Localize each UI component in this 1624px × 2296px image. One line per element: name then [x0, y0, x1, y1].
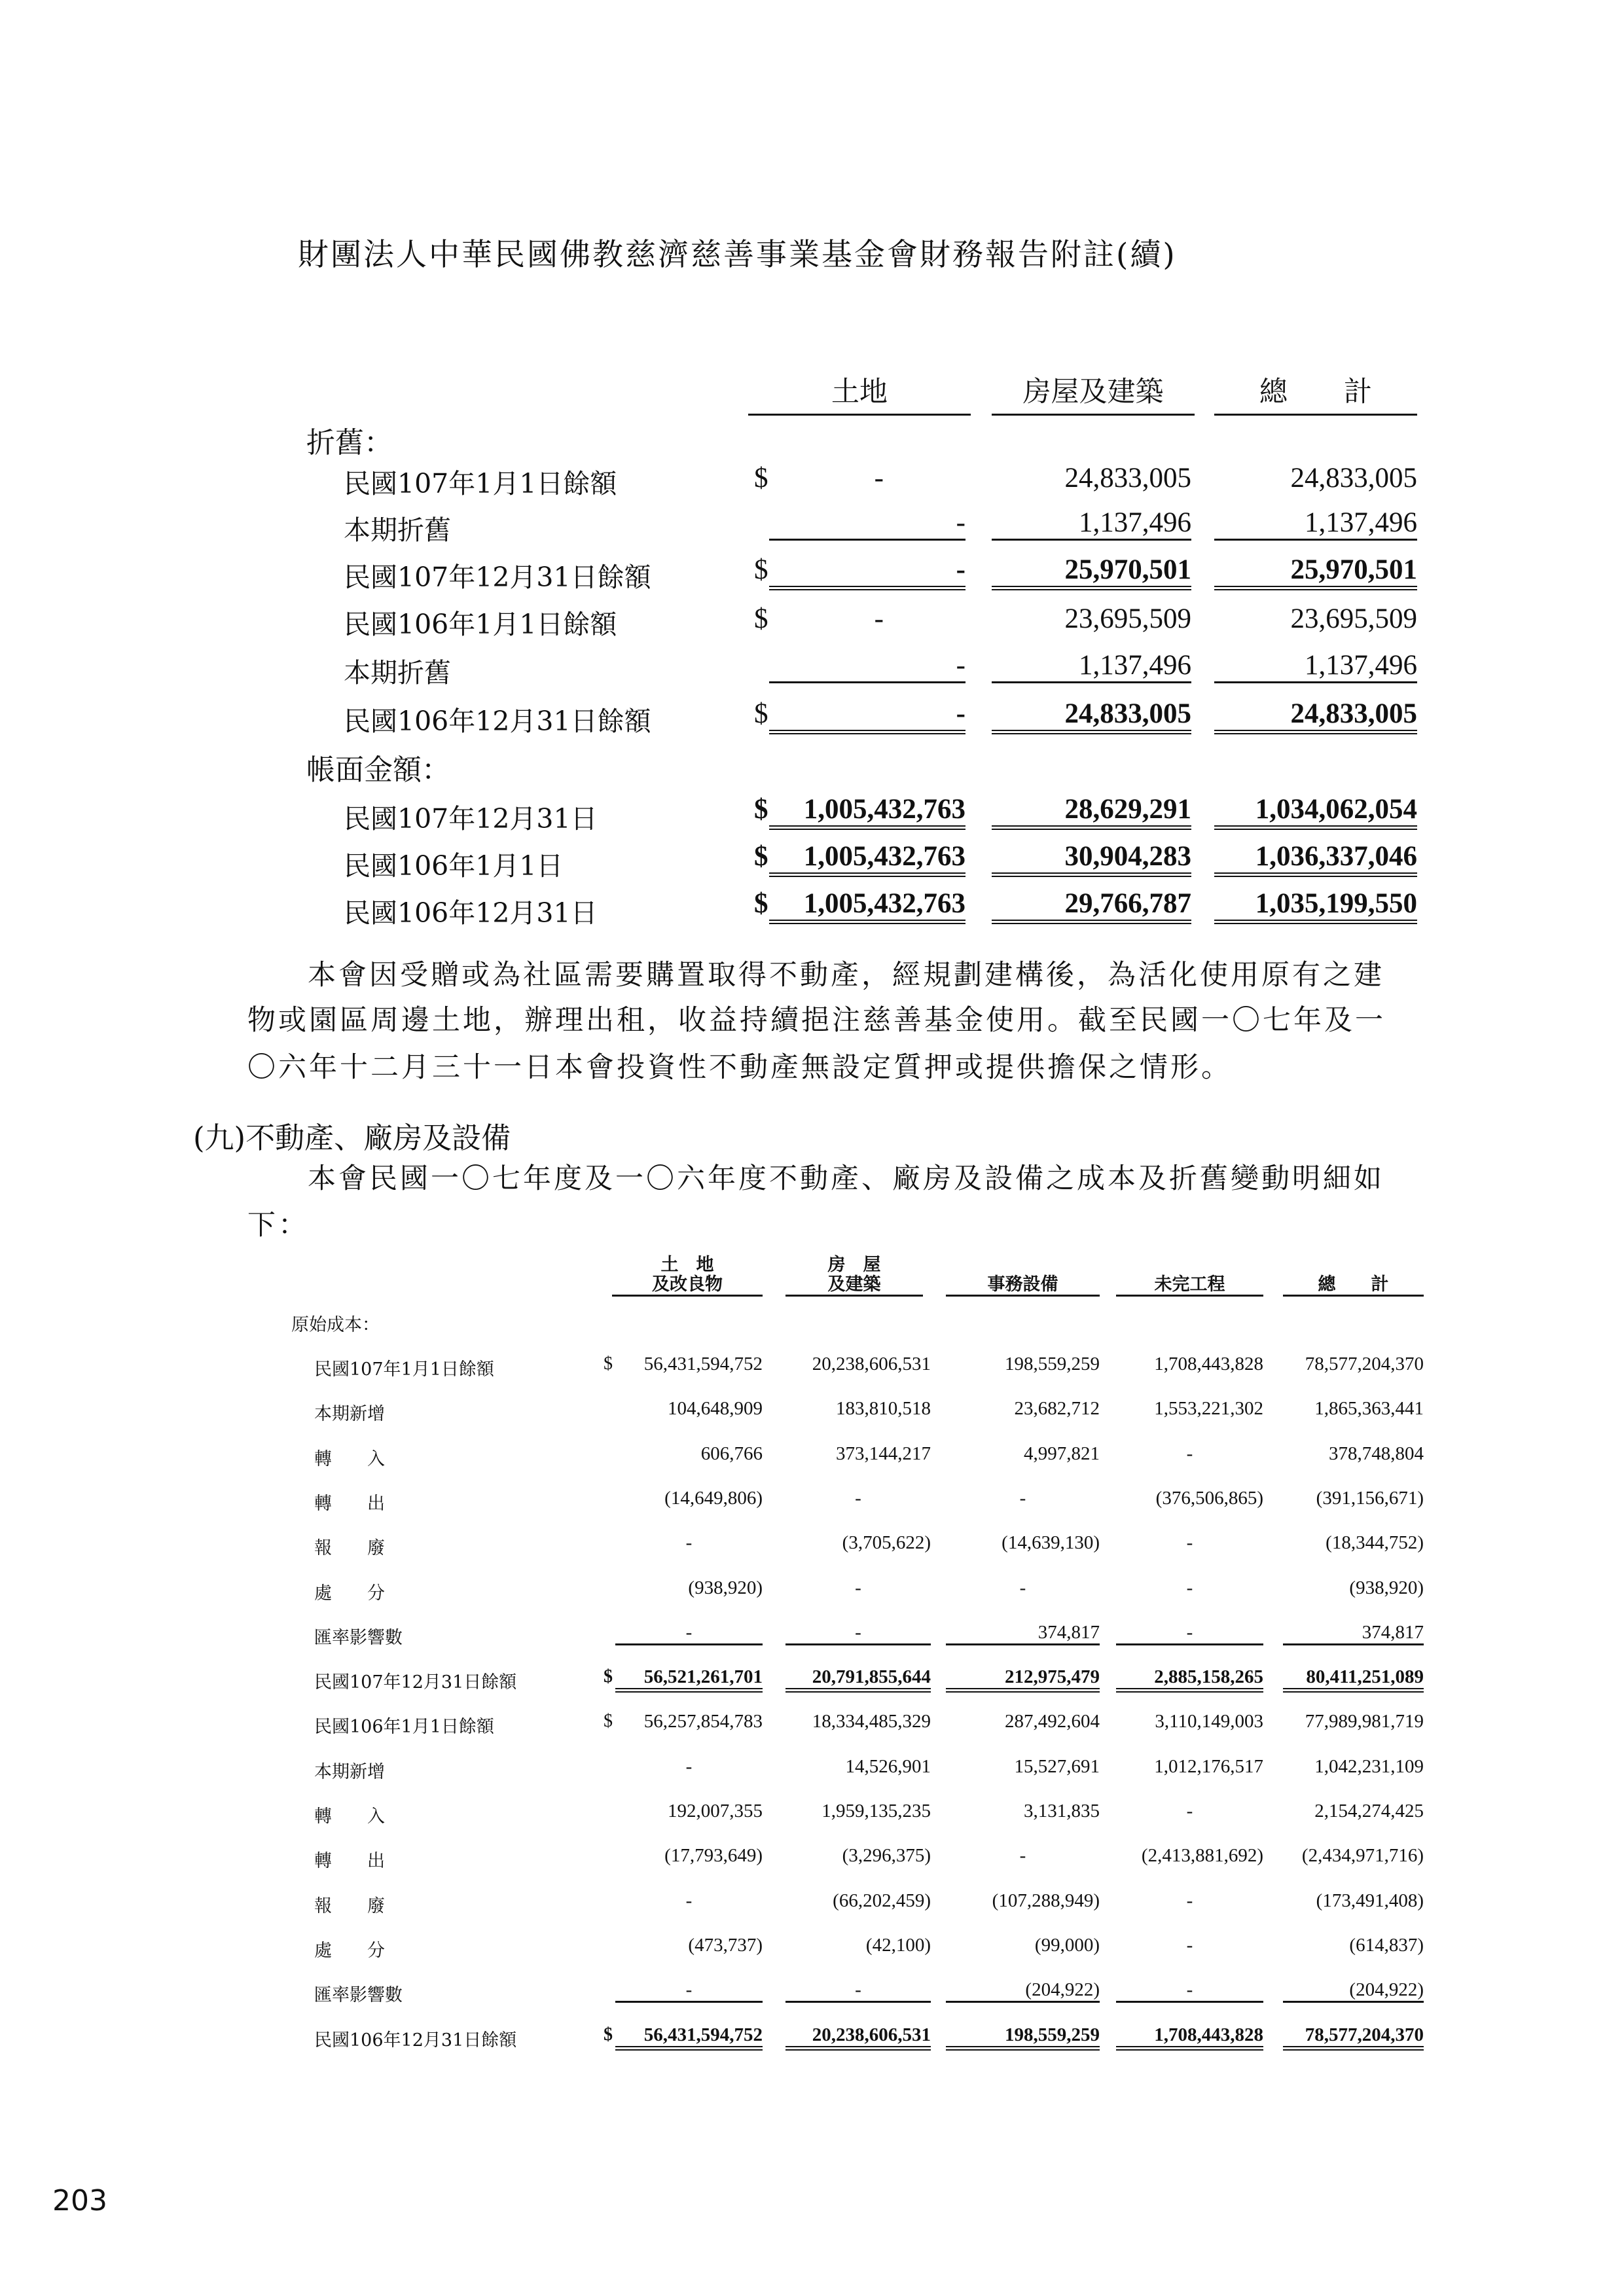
section-intro-line: 本會民國一〇七年度及一〇六年度不動產、廠房及設備之成本及折舊變動明細如	[308, 1162, 1384, 1195]
t2-cell: 56,521,261,701	[615, 1666, 763, 1693]
t2-cell: -	[1186, 1935, 1193, 1956]
t2-cell: (3,705,622)	[842, 1532, 931, 1553]
section-heading: (九)不動產、廠房及設備	[193, 1121, 511, 1155]
t1-cell: -	[769, 649, 965, 683]
t1-row-label: 本期折舊	[344, 514, 451, 546]
t2-cell: -	[615, 1622, 763, 1645]
t2-cell: (204,922)	[946, 1979, 1100, 2003]
t2-cell: -	[685, 1890, 693, 1911]
t2-cell: -	[685, 1532, 693, 1553]
t2-header-line: 及建築	[785, 1275, 923, 1297]
t1-cell: 1,035,199,550	[1214, 888, 1417, 924]
t2-header-construction: 未完工程	[1116, 1275, 1263, 1297]
t2-cell: -	[1019, 1488, 1026, 1509]
t1-cell: 25,970,501	[1214, 554, 1417, 590]
t2-cell: (107,288,949)	[992, 1890, 1100, 1911]
t1-header-total: 總 計	[1214, 370, 1417, 416]
t2-cell: -	[1186, 1801, 1193, 1821]
t1-row-label: 民國107年12月31日	[344, 803, 598, 834]
t2-cell: 374,817	[1283, 1622, 1424, 1645]
t2-cell: 192,007,355	[668, 1801, 763, 1821]
t2-cell: 23,682,712	[1014, 1398, 1100, 1419]
t2-row-label: 轉 入	[314, 1449, 385, 1469]
t2-section-label: 原始成本：	[291, 1315, 380, 1335]
t2-cell: -	[1116, 1622, 1263, 1645]
t1-dollar: $	[754, 841, 768, 872]
t2-cell: -	[615, 1979, 763, 2003]
t2-cell: -	[855, 1577, 861, 1598]
t2-cell: 15,527,691	[1014, 1756, 1100, 1777]
t2-cell: (376,506,865)	[1155, 1488, 1263, 1509]
t1-cell: 24,833,005	[1290, 463, 1417, 493]
t2-cell: (473,737)	[688, 1935, 763, 1956]
t2-row-label: 處 分	[314, 1583, 385, 1604]
t1-cell: 1,005,432,763	[769, 888, 965, 924]
t1-row-label: 民國106年12月31日餘額	[344, 706, 651, 737]
t1-cell: 25,970,501	[992, 554, 1191, 590]
t2-row-label: 轉 入	[314, 1806, 385, 1827]
t2-row-label: 民國107年1月1日餘額	[314, 1359, 494, 1380]
t2-header-equipment: 事務設備	[946, 1275, 1100, 1297]
t1-row-label: 民國106年1月1日餘額	[344, 609, 617, 640]
t1-cell: -	[874, 463, 884, 493]
t2-cell: 1,012,176,517	[1154, 1756, 1263, 1777]
t2-row-label: 本期新增	[314, 1762, 385, 1782]
t1-cell: 28,629,291	[992, 793, 1191, 830]
t2-cell: 18,334,485,329	[812, 1711, 931, 1732]
t2-cell: 1,708,443,828	[1116, 2024, 1263, 2051]
t1-cell: -	[769, 507, 965, 541]
t1-dollar: $	[754, 698, 768, 729]
t2-dollar: $	[604, 1666, 613, 1687]
t2-header-total: 總 計	[1283, 1275, 1424, 1297]
t2-cell: (99,000)	[1034, 1935, 1100, 1956]
t2-cell: 20,238,606,531	[812, 1354, 931, 1374]
t2-cell: -	[1116, 1979, 1263, 2003]
t2-cell: 2,885,158,265	[1116, 1666, 1263, 1693]
t1-cell: 1,137,496	[1214, 649, 1417, 683]
t2-cell: -	[785, 1979, 931, 2003]
t2-cell: -	[785, 1622, 931, 1645]
t1-cell: 1,005,432,763	[769, 793, 965, 830]
t2-cell: -	[855, 1488, 861, 1509]
t2-cell: (614,837)	[1349, 1935, 1424, 1956]
t2-row-label: 報 廢	[314, 1896, 385, 1916]
t2-cell: -	[1019, 1845, 1026, 1866]
t2-dollar: $	[604, 2024, 613, 2045]
t2-cell: -	[1186, 1532, 1193, 1553]
t2-row-label: 民國106年1月1日餘額	[314, 1717, 494, 1737]
t2-header-line: 房 屋	[827, 1255, 881, 1275]
t1-header-land: 土地	[748, 370, 971, 416]
t2-cell: 373,144,217	[836, 1443, 931, 1464]
t1-cell: -	[769, 698, 965, 734]
t2-cell: 378,748,804	[1329, 1443, 1424, 1464]
t2-cell: 80,411,251,089	[1283, 1666, 1424, 1693]
t2-cell: (391,156,671)	[1316, 1488, 1424, 1509]
t1-cell: -	[769, 554, 965, 590]
page-number: 203	[52, 2184, 107, 2217]
t2-cell: (18,344,752)	[1326, 1532, 1424, 1553]
t1-dollar: $	[754, 463, 768, 493]
t2-cell: 20,791,855,644	[785, 1666, 931, 1693]
t1-section-label: 帳面金額：	[306, 753, 450, 787]
t2-cell: -	[1186, 1443, 1193, 1464]
t1-dollar: $	[754, 794, 768, 825]
t1-cell: 1,005,432,763	[769, 840, 965, 877]
section-intro-line: 下：	[247, 1209, 309, 1242]
t2-cell: 104,648,909	[668, 1398, 763, 1419]
paragraph-line: 物或園區周邊土地，辦理出租，收益持續挹注慈善基金使用。截至民國一〇七年及一	[247, 1004, 1386, 1037]
t2-row-label: 匯率影響數	[314, 1985, 403, 2005]
t2-cell: (17,793,649)	[664, 1845, 763, 1866]
t2-cell: 287,492,604	[1005, 1711, 1100, 1732]
t2-cell: 374,817	[946, 1622, 1100, 1645]
t2-row-label: 轉 出	[314, 1851, 385, 1871]
t2-cell: 1,959,135,235	[821, 1801, 931, 1821]
t2-cell: (2,413,881,692)	[1141, 1845, 1263, 1866]
paragraph-line: 〇六年十二月三十一日本會投資性不動產無設定質押或提供擔保之情形。	[247, 1051, 1232, 1084]
t2-cell: 14,526,901	[845, 1756, 931, 1777]
t2-cell: 56,257,854,783	[643, 1711, 763, 1732]
t2-cell: (14,639,130)	[1001, 1532, 1100, 1553]
t2-cell: -	[1186, 1577, 1193, 1598]
t1-row-label: 民國107年12月31日餘額	[344, 562, 651, 593]
t2-cell: 1,553,221,302	[1154, 1398, 1263, 1419]
t1-cell: 23,695,509	[1064, 603, 1191, 634]
t2-cell: (2,434,971,716)	[1301, 1845, 1424, 1866]
t1-cell: 1,137,496	[992, 649, 1191, 683]
t1-cell: 29,766,787	[992, 888, 1191, 924]
t1-row-label: 民國106年12月31日	[344, 897, 598, 929]
t2-cell: (204,922)	[1283, 1979, 1424, 2003]
t1-header-building: 房屋及建築	[992, 370, 1195, 416]
t2-dollar: $	[604, 1711, 613, 1731]
t2-cell: (173,491,408)	[1316, 1890, 1424, 1911]
t1-dollar: $	[754, 888, 768, 919]
t2-dollar: $	[604, 1354, 613, 1374]
t2-row-label: 本期新增	[314, 1404, 385, 1424]
t1-row-label: 民國107年1月1日餘額	[344, 468, 617, 499]
t2-cell: -	[1186, 1890, 1193, 1911]
t2-cell: 20,238,606,531	[785, 2024, 931, 2051]
t2-header-building	[785, 1255, 923, 1297]
t2-cell: 212,975,479	[946, 1666, 1100, 1693]
t1-cell: 1,036,337,046	[1214, 840, 1417, 877]
t2-cell: 56,431,594,752	[615, 2024, 763, 2051]
t1-dollar: $	[754, 554, 768, 585]
t1-cell: 1,137,496	[992, 507, 1191, 541]
t2-cell: 3,110,149,003	[1155, 1711, 1263, 1732]
t1-cell: 30,904,283	[992, 840, 1191, 877]
t2-cell: -	[685, 1756, 693, 1777]
t2-cell: 78,577,204,370	[1283, 2024, 1424, 2051]
t2-cell: 3,131,835	[1024, 1801, 1100, 1821]
t1-cell: 1,034,062,054	[1214, 793, 1417, 830]
t2-header-line: 土 地	[660, 1255, 714, 1275]
t1-row-label: 民國106年1月1日	[344, 850, 564, 882]
t2-cell: 1,042,231,109	[1314, 1756, 1424, 1777]
t2-cell: 2,154,274,425	[1314, 1801, 1424, 1821]
t2-cell: 183,810,518	[836, 1398, 931, 1419]
t2-cell: (938,920)	[688, 1577, 763, 1598]
t2-cell: 1,865,363,441	[1314, 1398, 1424, 1419]
t2-cell: -	[1019, 1577, 1026, 1598]
t1-cell: 23,695,509	[1290, 603, 1417, 634]
t1-cell: 1,137,496	[1214, 507, 1417, 541]
t2-header-line: 及改良物	[612, 1275, 763, 1297]
t2-cell: 1,708,443,828	[1154, 1354, 1263, 1374]
page-title: 財團法人中華民國佛教慈濟慈善事業基金會財務報告附註(續)	[298, 237, 1177, 273]
t2-cell: (938,920)	[1349, 1577, 1424, 1598]
t2-row-label: 報 廢	[314, 1538, 385, 1558]
t2-header-land	[612, 1255, 763, 1297]
t1-row-label: 本期折舊	[344, 657, 451, 689]
t2-cell: (3,296,375)	[842, 1845, 931, 1866]
t2-row-label: 民國107年12月31日餘額	[314, 1672, 517, 1693]
t1-cell: 24,833,005	[992, 698, 1191, 734]
paragraph-line: 本會因受贈或為社區需要購置取得不動產，經規劃建構後，為活化使用原有之建	[308, 959, 1384, 992]
t2-row-label: 民國106年12月31日餘額	[314, 2030, 517, 2051]
t2-row-label: 轉 出	[314, 1494, 385, 1514]
t2-cell: 56,431,594,752	[643, 1354, 763, 1374]
t2-cell: (42,100)	[865, 1935, 931, 1956]
t2-cell: 606,766	[700, 1443, 763, 1464]
t2-row-label: 處 分	[314, 1941, 385, 1961]
t1-section-label: 折舊：	[306, 426, 393, 459]
t2-cell: 198,559,259	[946, 2024, 1100, 2051]
t2-cell: 78,577,204,370	[1305, 1354, 1424, 1374]
t1-cell: 24,833,005	[1214, 698, 1417, 734]
t1-cell: -	[874, 603, 884, 634]
t2-cell: 4,997,821	[1024, 1443, 1100, 1464]
t2-row-label: 匯率影響數	[314, 1628, 403, 1648]
t2-cell: (66,202,459)	[833, 1890, 931, 1911]
t2-cell: (14,649,806)	[664, 1488, 763, 1509]
t2-cell: 198,559,259	[1005, 1354, 1100, 1374]
t1-cell: 24,833,005	[1064, 463, 1191, 493]
t1-dollar: $	[754, 603, 768, 634]
t2-cell: 77,989,981,719	[1305, 1711, 1424, 1732]
